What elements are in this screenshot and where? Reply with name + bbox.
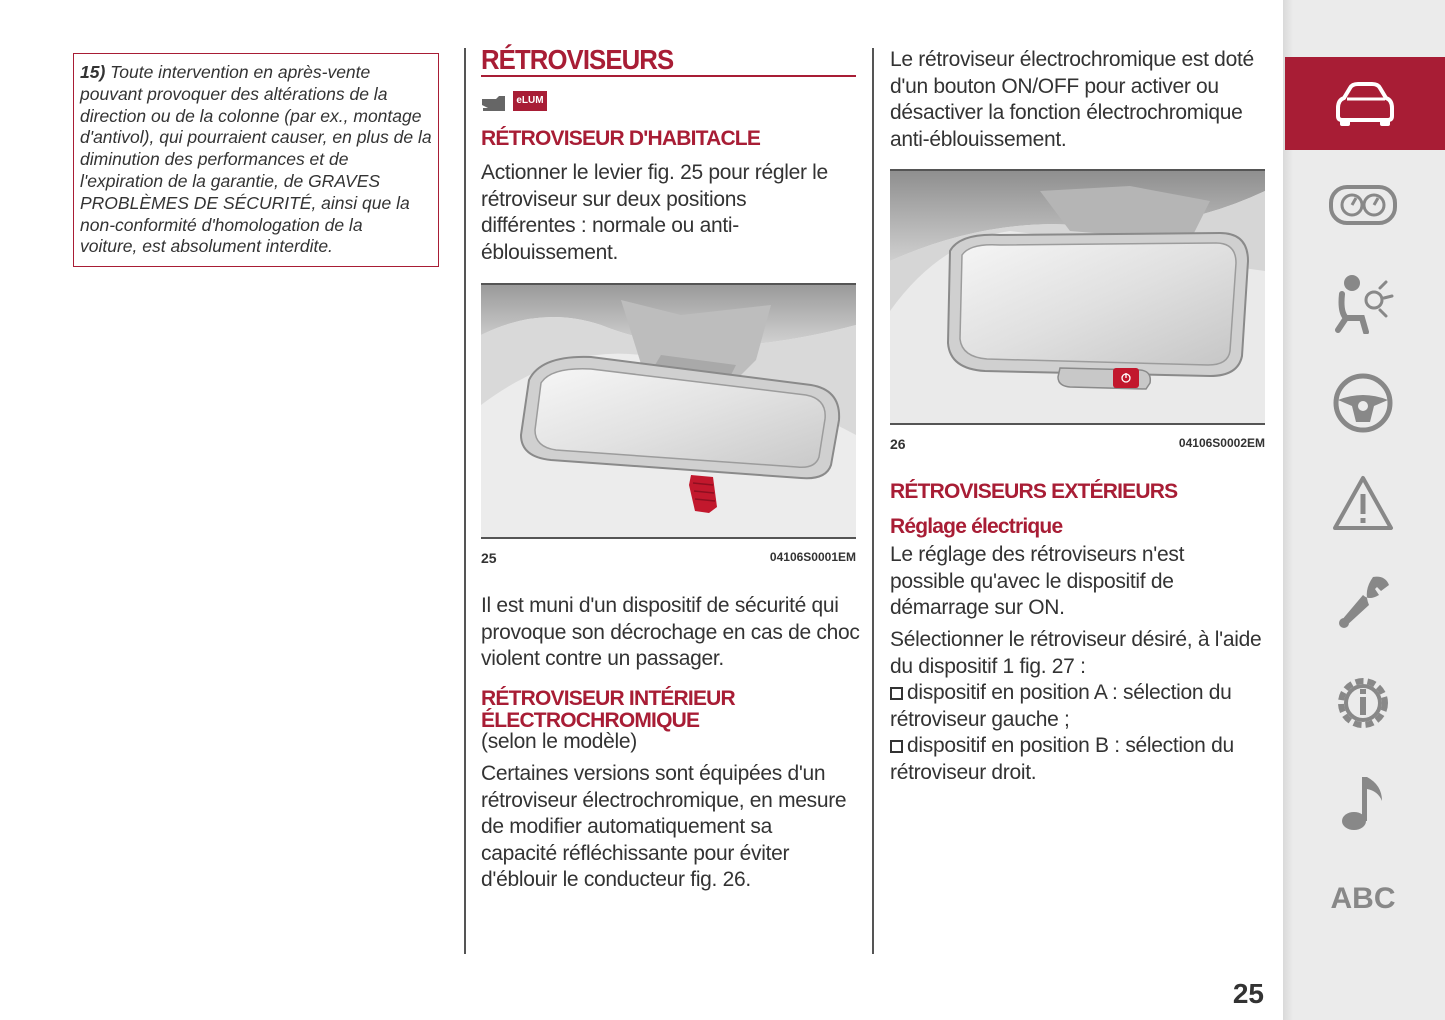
dashboard-gauges-icon[interactable]: [1328, 182, 1398, 228]
text-line: désactiver la fonction électrochromique: [890, 101, 1243, 125]
text-line: éblouissement.: [481, 240, 619, 264]
text-line: du dispositif 1 fig. 27 :: [890, 654, 1086, 678]
warning-line: diminution des performances et de: [80, 149, 349, 170]
text-line: violent contre un passager.: [481, 647, 724, 671]
text-line: dispositif en position B : sélection du: [907, 734, 1234, 757]
paragraph-bouton: [890, 47, 1275, 153]
paragraph-selection: [890, 627, 1275, 680]
warning-line: l'expiration de la garantie, de GRAVES: [80, 170, 381, 191]
text-line: rétroviseur électrochromique, en mesure: [481, 788, 847, 812]
column-divider: [872, 48, 874, 954]
text-line: capacité réfléchissante pour éviter: [481, 841, 790, 865]
heading-reglage: Réglage électrique: [890, 515, 1063, 538]
elum-indicator: [481, 90, 551, 114]
paragraph-levier: [481, 160, 861, 266]
wrench-icon[interactable]: [1330, 570, 1396, 636]
figure-code: 04106S0001EM: [769, 550, 856, 564]
warning-line: non-conformité d'homologation de la: [80, 214, 363, 235]
car-icon[interactable]: [1330, 72, 1396, 134]
sidebar-shadow: [1283, 0, 1293, 1020]
text-line: rétroviseur droit.: [890, 760, 1037, 784]
figure-rule: [890, 423, 1265, 425]
list-item-a: [890, 680, 1275, 733]
column-divider: [464, 48, 466, 954]
elum-badge: eLUM: [513, 91, 547, 111]
music-note-icon[interactable]: [1330, 770, 1396, 836]
warning-line: pouvant provoquer des altérations de la: [80, 83, 388, 104]
warning-triangle-icon[interactable]: [1330, 472, 1396, 534]
gear-info-icon[interactable]: [1330, 670, 1396, 736]
warning-line: voiture, est absolument interdite.: [80, 236, 333, 257]
text-line: Il est muni d'un dispositif de sécurité qui: [481, 594, 839, 617]
warning-line: Toute intervention en après-vente: [110, 62, 371, 82]
text-line: Le rétroviseur électrochromique est doté: [890, 48, 1254, 71]
figure-number: 25: [481, 550, 497, 566]
paragraph-securite: [481, 593, 861, 673]
text-line: démarrage sur ON.: [890, 596, 1065, 620]
checkbox-bullet-icon: [890, 740, 903, 753]
figure-26-mirror-illustration: [890, 171, 1265, 423]
figure-rule: [481, 537, 856, 539]
text-line: dispositif en position A : sélection du: [907, 681, 1232, 704]
page-number: 25: [1232, 978, 1264, 1009]
heading-electrochromique: [481, 688, 735, 732]
text-line: Le réglage des rétroviseurs n'est: [890, 543, 1185, 566]
steering-wheel-icon[interactable]: [1330, 372, 1396, 434]
text-line: Certaines versions sont équipées d'un: [481, 762, 826, 785]
text-line: provoque son décrochage en cas de choc: [481, 620, 860, 644]
text-line: Sélectionner le rétroviseur désiré, à l'aide: [890, 628, 1262, 651]
model-note: (selon le modèle): [481, 730, 637, 753]
title-rule: [481, 75, 856, 77]
warning-line: d'antivol), qui pourraient causer, en plus de la: [80, 127, 432, 148]
text-line: rétroviseur gauche ;: [890, 707, 1070, 731]
warning-number: 15): [80, 62, 106, 82]
heading-line: RÉTROVISEUR INTÉRIEUR: [481, 687, 735, 710]
text-line: de modifier automatiquement sa: [481, 815, 772, 839]
checkbox-bullet-icon: [890, 687, 903, 700]
warning-line: PROBLÈMES DE SÉCURITÉ, ainsi que la: [80, 192, 410, 213]
figure-number: 26: [890, 436, 906, 452]
heading-line: ÉLECTROCHROMIQUE: [481, 709, 700, 732]
warning-line: direction ou de la colonne (par ex., montage: [80, 105, 422, 126]
warning-box: [73, 53, 439, 267]
text-line: possible qu'avec le dispositif de: [890, 569, 1174, 593]
airbag-seat-icon[interactable]: [1330, 272, 1396, 334]
section-title: RÉTROVISEURS: [481, 44, 674, 75]
text-line: d'éblouir le conducteur fig. 26.: [481, 868, 751, 892]
paragraph-electro: [481, 761, 861, 894]
heading-exterieurs: RÉTROVISEURS EXTÉRIEURS: [890, 480, 1178, 503]
list-item-b: [890, 733, 1275, 786]
text-line: différentes : normale ou anti-: [481, 214, 739, 238]
figure-code: 04106S0002EM: [1178, 436, 1265, 450]
heading-habitacle: RÉTROVISEUR D'HABITACLE: [481, 127, 761, 150]
text-line: anti-éblouissement.: [890, 127, 1067, 151]
figure-25-mirror-illustration: [481, 285, 856, 537]
text-line: rétroviseur sur deux positions: [481, 187, 747, 211]
text-line: Actionner le levier fig. 25 pour régler le: [481, 161, 828, 184]
abc-index-tab[interactable]: ABC: [1330, 882, 1396, 915]
paragraph-reglage: [890, 542, 1275, 622]
text-line: d'un bouton ON/OFF pour activer ou: [890, 74, 1219, 98]
